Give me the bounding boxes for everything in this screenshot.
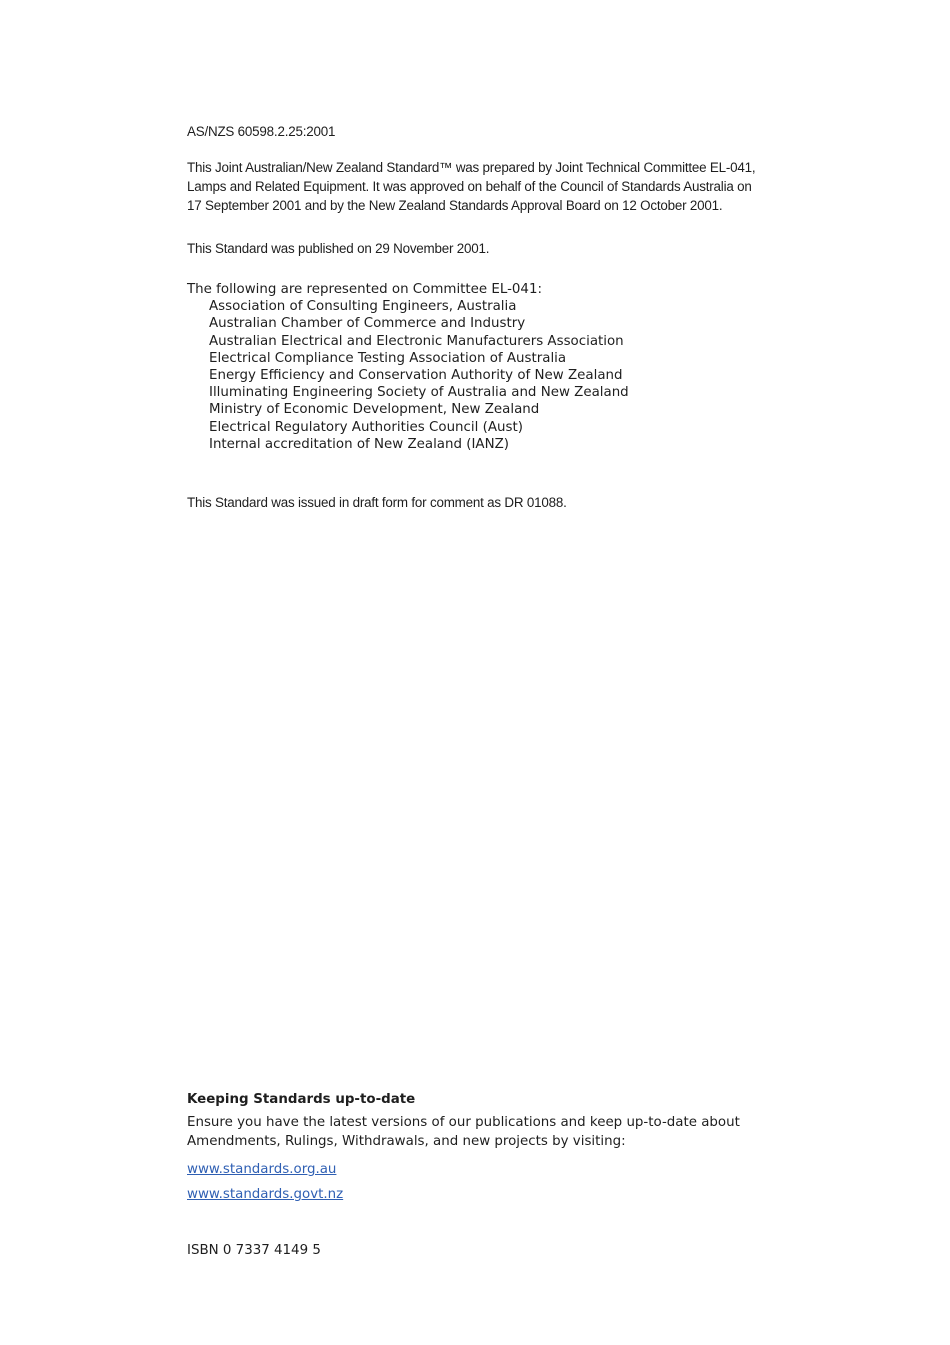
committee-member: Electrical Regulatory Authorities Council (Aust) [209,419,523,435]
publication-line: This Standard was published on 29 November 2001. [187,241,490,256]
standards-nz-link[interactable]: www.standards.govt.nz [187,1187,344,1202]
section-body: Ensure you have the latest versions of our publications and keep up-to-date about Amendments, Rulings, Withdrawals, and new projects by visiting: [187,1115,740,1149]
committee-member: Association of Consulting Engineers, Australia [209,299,517,315]
section-heading: Keeping Standards up-to-date [187,1092,416,1107]
keeping-up-to-date-section [187,1092,767,1207]
isbn: ISBN 0 7337 4149 5 [187,1243,321,1258]
committee-member: Australian Electrical and Electronic Manufacturers Association [209,333,624,349]
committee-member-list [187,298,629,453]
standards-australia-link[interactable]: www.standards.org.au [187,1162,337,1177]
committee-section [187,281,629,453]
committee-member: Energy Efficiency and Conservation Authority of New Zealand [209,368,623,384]
preparation-paragraph: This Joint Australian/New Zealand Standard™ was prepared by Joint Technical Committee EL-041, Lamps and Related Equipment. It was approved on behalf of the Council of Standards Australia on 17 September 2001 and by the New Zealand Standards Approval Board on 12 October 2001. [187,160,756,213]
committee-member: Internal accreditation of New Zealand (IANZ) [209,436,509,452]
committee-member: Australian Chamber of Commerce and Industry [209,316,526,332]
link-list [187,1157,767,1207]
draft-line: This Standard was issued in draft form for comment as DR 01088. [187,495,567,510]
standard-id: AS/NZS 60598.2.25:2001 [187,124,336,139]
committee-member: Ministry of Economic Development, New Zealand [209,402,540,418]
committee-member: Illuminating Engineering Society of Australia and New Zealand [209,385,629,401]
committee-intro: The following are represented on Committee EL-041: [187,282,542,297]
committee-member: Electrical Compliance Testing Association of Australia [209,350,567,366]
